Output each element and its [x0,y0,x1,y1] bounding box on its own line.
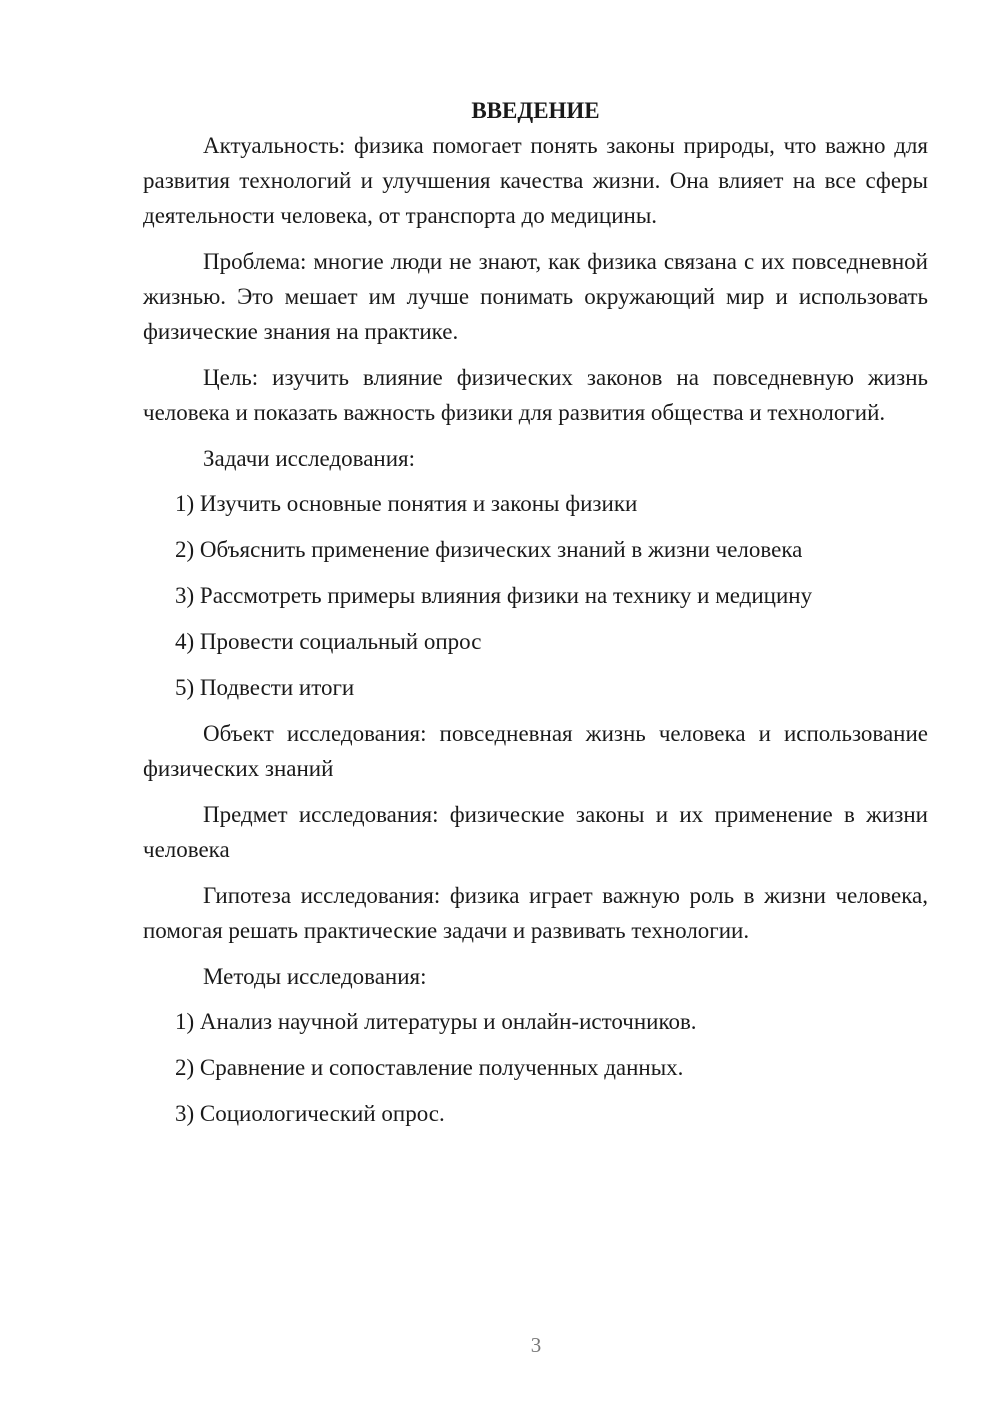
list-item: 3) Рассмотреть примеры влияния физики на технику и медицину [175,583,813,608]
section-heading: ВВЕДЕНИЕ [471,98,600,123]
tasks-list [143,486,928,705]
list-item: 4) Провести социальный опрос [175,629,482,654]
page-number: 3 [530,1333,542,1357]
relevance-paragraph: Актуальность: физика помогает понять законы природы, что важно для развития технологий и улучшения качества жизни. Она влияет на все сферы деятельности человека, от транспорта до медицины. [143,133,928,228]
problem-paragraph: Проблема: многие люди не знают, как физика связана с их повседневной жизнью. Это мешает им лучше понимать окружающий мир и использовать физические знания на практике. [143,249,928,344]
goal-paragraph: Цель: изучить влияние физических законов на повседневную жизнь человека и показать важность физики для развития общества и технологий. [143,365,928,425]
list-item: 3) Социологический опрос. [175,1101,445,1126]
hypothesis-paragraph: Гипотеза исследования: физика играет важную роль в жизни человека, помогая решать практические задачи и развивать технологии. [143,883,928,943]
list-item: 1) Анализ научной литературы и онлайн-источников. [175,1009,697,1034]
document-page [143,93,928,1142]
methods-label: Методы исследования: [203,964,427,989]
list-item: 1) Изучить основные понятия и законы физики [175,491,638,516]
tasks-label: Задачи исследования: [203,446,416,471]
subject-paragraph: Предмет исследования: физические законы и их применение в жизни человека [143,802,928,862]
methods-list [143,1004,928,1131]
list-item: 2) Сравнение и сопоставление полученных данных. [175,1055,684,1080]
list-item: 2) Объяснить применение физических знаний в жизни человека [175,537,803,562]
list-item: 5) Подвести итоги [175,675,355,700]
object-paragraph: Объект исследования: повседневная жизнь человека и использование физических знаний [143,721,928,781]
